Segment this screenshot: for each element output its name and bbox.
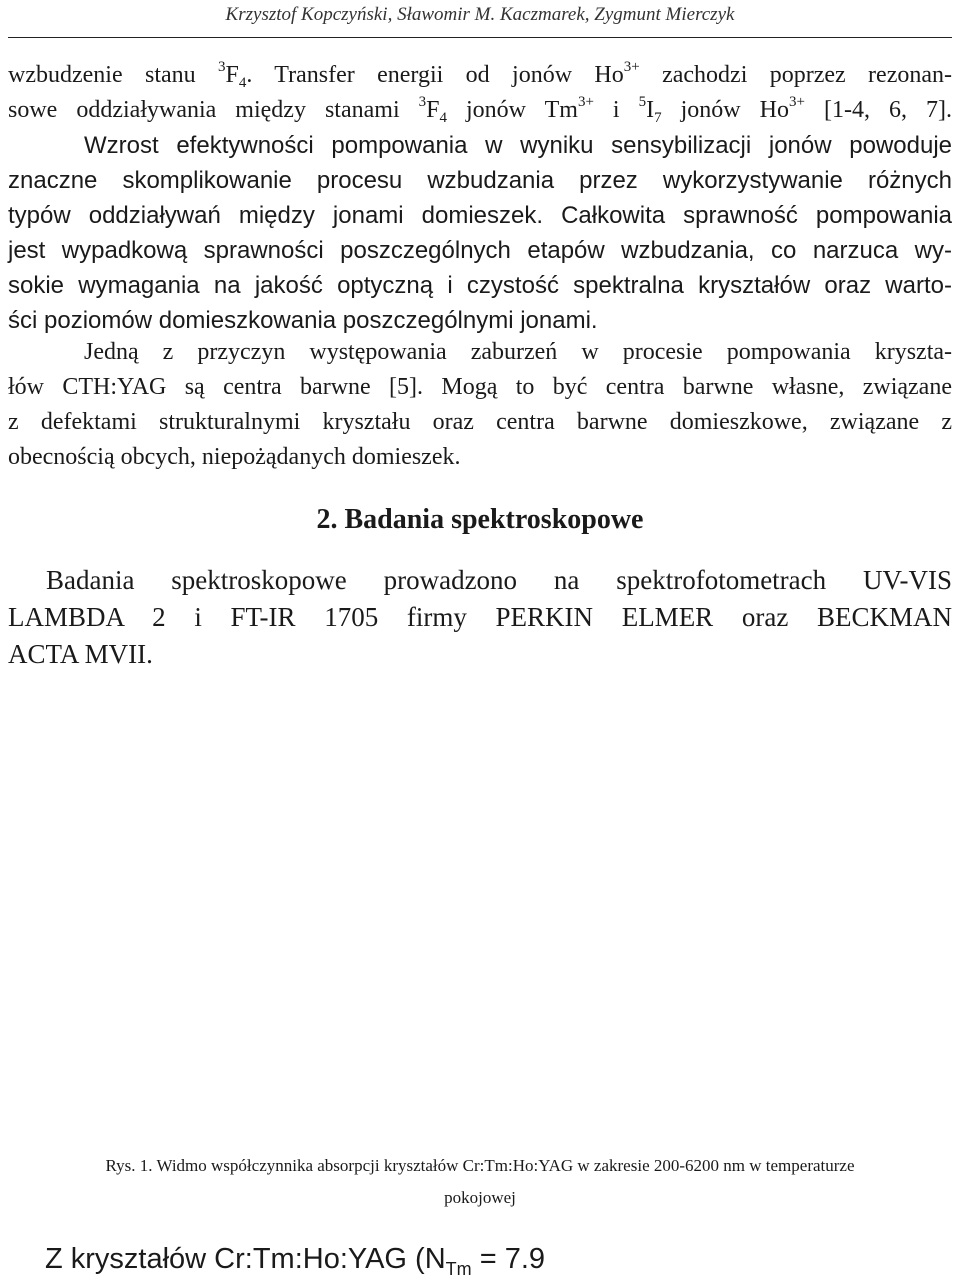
header-rule bbox=[8, 37, 952, 38]
truncated-line: Z kryształów Cr:Tm:Ho:YAG ($N_{Tm} = 7.9$ bbox=[45, 1243, 546, 1279]
caption-line: pokojowej bbox=[444, 1188, 516, 1207]
paragraph-line: wzbudzenie stanu $^3F_4$. Transfer energii od jonów $Ho^{3+}$ zachodzi poprzez rezonan- bbox=[8, 59, 952, 91]
paragraph-line: łów CTH:YAG są centra barwne [5]. Mogą to być centra barwne własne, związane bbox=[8, 374, 952, 400]
paragraph-line: jest wypadkową sprawności poszczególnych etapów wzbudzania, co narzuca wy- bbox=[8, 237, 952, 264]
figure-caption bbox=[0, 1150, 960, 1214]
caption-line: Rys. 1. Widmo współczynnika absorpcji kryształów Cr:Tm:Ho:YAG w zakresie 200-6200 nm w temperaturze bbox=[105, 1156, 855, 1175]
paragraph-line: Badania spektroskopowe prowadzono na spektrofotometrach UV-VIS bbox=[46, 565, 952, 595]
paragraph-line: Wzrost efektywności pompowania w wyniku sensybilizacji jonów powoduje bbox=[84, 132, 952, 159]
paragraph-line: sokie wymagania na jakość optyczną i czystość spektralna kryształów oraz warto- bbox=[8, 272, 952, 299]
running-head: Krzysztof Kopczyński, Sławomir M. Kaczmarek, Zygmunt Mierczyk bbox=[225, 4, 735, 25]
paragraph-color-centers bbox=[8, 335, 952, 475]
section-heading: 2. Badania spektroskopowe bbox=[316, 504, 644, 535]
paragraph-line: ACTA MVII. bbox=[8, 639, 153, 669]
paragraph-line: sowe oddziaływania między stanami $^3F_4$ jonów $Tm^{3+}$ i $^5I_7$ jonów $Ho^{3+}$ [1-4, 6, 7]. bbox=[8, 94, 952, 126]
paragraph-spectroscopy bbox=[8, 562, 952, 673]
paragraph-line: Jedną z przyczyn występowania zaburzeń w procesie pompowania kryszta- bbox=[84, 339, 952, 365]
paragraph-line: LAMBDA 2 i FT-IR 1705 firmy PERKIN ELMER oraz BECKMAN bbox=[8, 602, 952, 632]
paragraph-energy-transfer bbox=[8, 58, 952, 338]
paragraph-line: obecnością obcych, niepożądanych domieszek. bbox=[8, 444, 461, 470]
paragraph-line: z defektami strukturalnymi kryształu oraz centra barwne domieszkowe, związane z bbox=[8, 409, 952, 435]
paragraph-line: znaczne skomplikowanie procesu wzbudzania przez wykorzystywanie różnych bbox=[8, 167, 952, 194]
paragraph-line: ści poziomów domieszkowania poszczególnymi jonami. bbox=[8, 307, 598, 334]
paragraph-line: typów oddziaływań między jonami domieszek. Całkowita sprawność pompowania bbox=[8, 202, 952, 229]
